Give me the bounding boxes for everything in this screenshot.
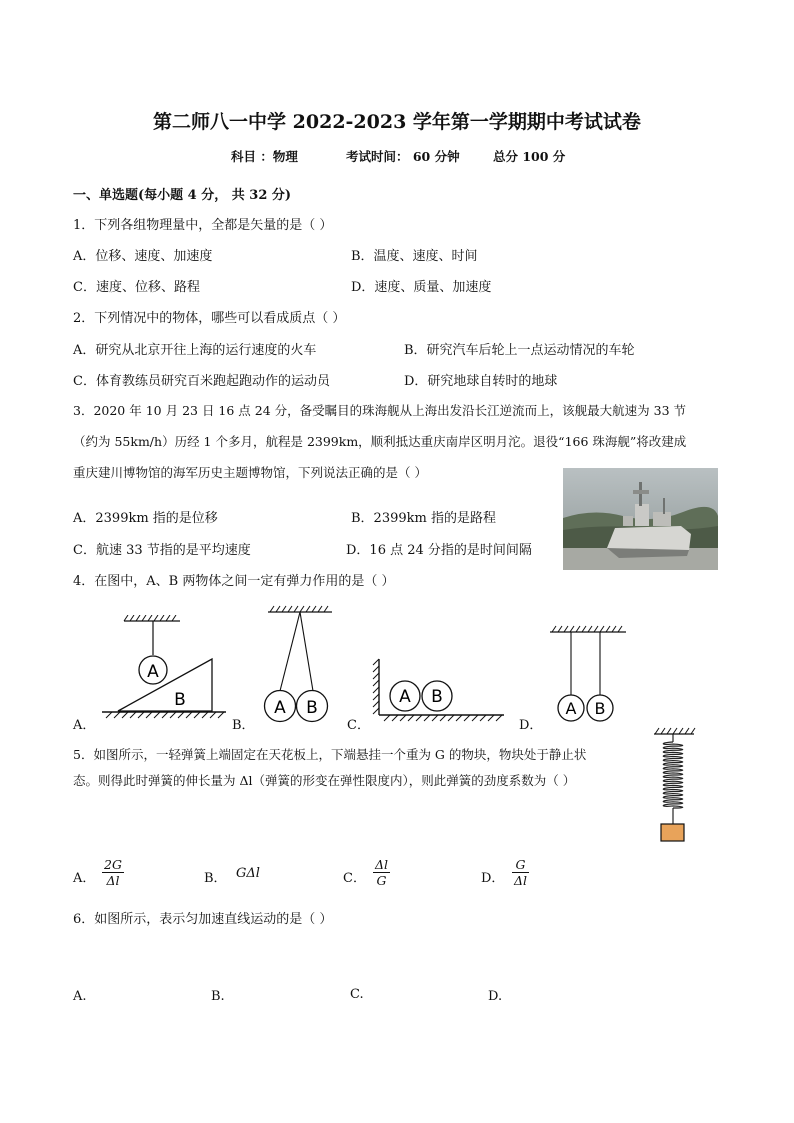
question-5-line-1: 5．如图所示，一轻弹簧上端固定在天花板上，下端悬挂一个重为 G 的物块，物块处于静止状: [73, 747, 587, 762]
question-6-option-c: C.: [350, 987, 364, 1002]
question-3-line-3: 重庆建川博物馆的海军历史主题博物馆，下列说法正确的是（ ）: [73, 465, 427, 480]
question-6-stem: 6．如图所示，表示匀加速直线运动的是（ ）: [73, 912, 333, 927]
question-5-option-d-fraction: [512, 857, 529, 888]
question-4-option-a: A．: [73, 718, 96, 733]
question-2-option-d: D．研究地球自转时的地球: [404, 374, 558, 389]
incline-b-label: B: [174, 690, 186, 710]
question-4-option-d: D．: [519, 718, 543, 733]
ball-b-label: B: [306, 698, 318, 718]
fraction-denominator: G: [376, 873, 387, 888]
question-4-option-c: C．: [347, 718, 370, 733]
question-2-option-a: A．研究从北京开往上海的运行速度的火车: [73, 343, 317, 358]
question-1-option-b: B．温度、速度、时间: [351, 249, 478, 264]
warship-photo: [563, 468, 718, 570]
question-3-option-d: D．16 点 24 分指的是时间间隔: [346, 543, 532, 558]
ball-b-label: B: [431, 687, 443, 707]
question-5-line-2: 态。则得此时弹簧的伸长量为 Δl（弹簧的形变在弹性限度内），则此弹簧的劲度系数为（ ）: [73, 773, 576, 788]
fraction-numerator: 2G: [104, 857, 122, 872]
question-3-option-a: A．2399km 指的是位移: [73, 511, 218, 526]
fraction-denominator: Δl: [106, 873, 120, 888]
fraction-numerator: Δl: [375, 857, 389, 872]
question-6-option-d: D.: [488, 989, 503, 1004]
question-4-stem: 4．在图中，A、B 两物体之间一定有弹力作用的是（ ）: [73, 574, 395, 589]
question-3-option-b: B．2399km 指的是路程: [351, 511, 496, 526]
figure-4b-pendulums: [258, 604, 338, 726]
figure-4c-wall-floor: [370, 655, 510, 725]
ball-a-label: A: [565, 699, 577, 718]
question-3-option-c: C．航速 33 节指的是平均速度: [73, 543, 251, 558]
ball-a-label: A: [147, 662, 159, 682]
question-5-option-d: D．: [481, 871, 505, 886]
question-5-option-c-fraction: [373, 857, 390, 888]
question-5-option-a-fraction: [102, 857, 124, 888]
question-2-stem: 2．下列情况中的物体，哪些可以看成质点（ ）: [73, 311, 346, 326]
figure-4a-incline: [100, 615, 232, 727]
question-1-option-d: D．速度、质量、加速度: [351, 280, 492, 295]
question-3-line-2: （约为 55km/h）历经 1 个多月，航程是 2399km，顺利抵达重庆南岸区明月沱。退役“166 珠海舰”将改建成: [73, 434, 687, 449]
question-5-option-a: A．: [73, 871, 96, 886]
total-score-label: 总分 100 分: [493, 149, 566, 164]
question-1-option-c: C．速度、位移、路程: [73, 280, 200, 295]
ball-a-label: A: [274, 698, 286, 718]
figure-5-spring: [650, 726, 700, 848]
question-3-line-1: 3．2020 年 10 月 23 日 16 点 24 分，备受瞩目的珠海舰从上海出发沿长江逆流而上，该舰最大航速为 33 节: [73, 403, 687, 418]
section-title: 一、单选题(每小题 4 分， 共 32 分): [73, 188, 292, 203]
question-5-option-b: B．: [204, 871, 227, 886]
question-6-option-a: A.: [73, 989, 87, 1004]
string-a: [280, 612, 300, 691]
fraction-numerator: G: [512, 857, 529, 873]
string-b: [300, 612, 313, 691]
question-4-option-b: B．: [232, 718, 255, 733]
block: [661, 824, 684, 841]
exam-time-label: 考试时间： 60 分钟: [346, 149, 460, 164]
subject-label: 科目 ：物理: [231, 149, 298, 164]
question-2-option-c: C．体育教练员研究百米跑起跑动作的运动员: [73, 374, 330, 389]
question-1-option-a: A．位移、速度、加速度: [73, 249, 213, 264]
fraction-denominator: Δl: [514, 873, 528, 888]
question-5-option-b-expression: GΔl: [236, 866, 260, 881]
figure-4d-vertical-strings: [548, 618, 630, 726]
question-6-option-b: B.: [211, 989, 225, 1004]
question-5-option-c: C．: [343, 871, 366, 886]
ball-a-label: A: [399, 687, 411, 707]
spring-coil: [663, 742, 683, 808]
page-title: 第二师八一中学 2022-2023 学年第一学期期中考试试卷: [153, 111, 641, 133]
question-1-stem: 1．下列各组物理量中，全都是矢量的是（ ）: [73, 218, 333, 233]
ball-b-label: B: [594, 699, 606, 718]
question-2-option-b: B．研究汽车后轮上一点运动情况的车轮: [404, 343, 635, 358]
